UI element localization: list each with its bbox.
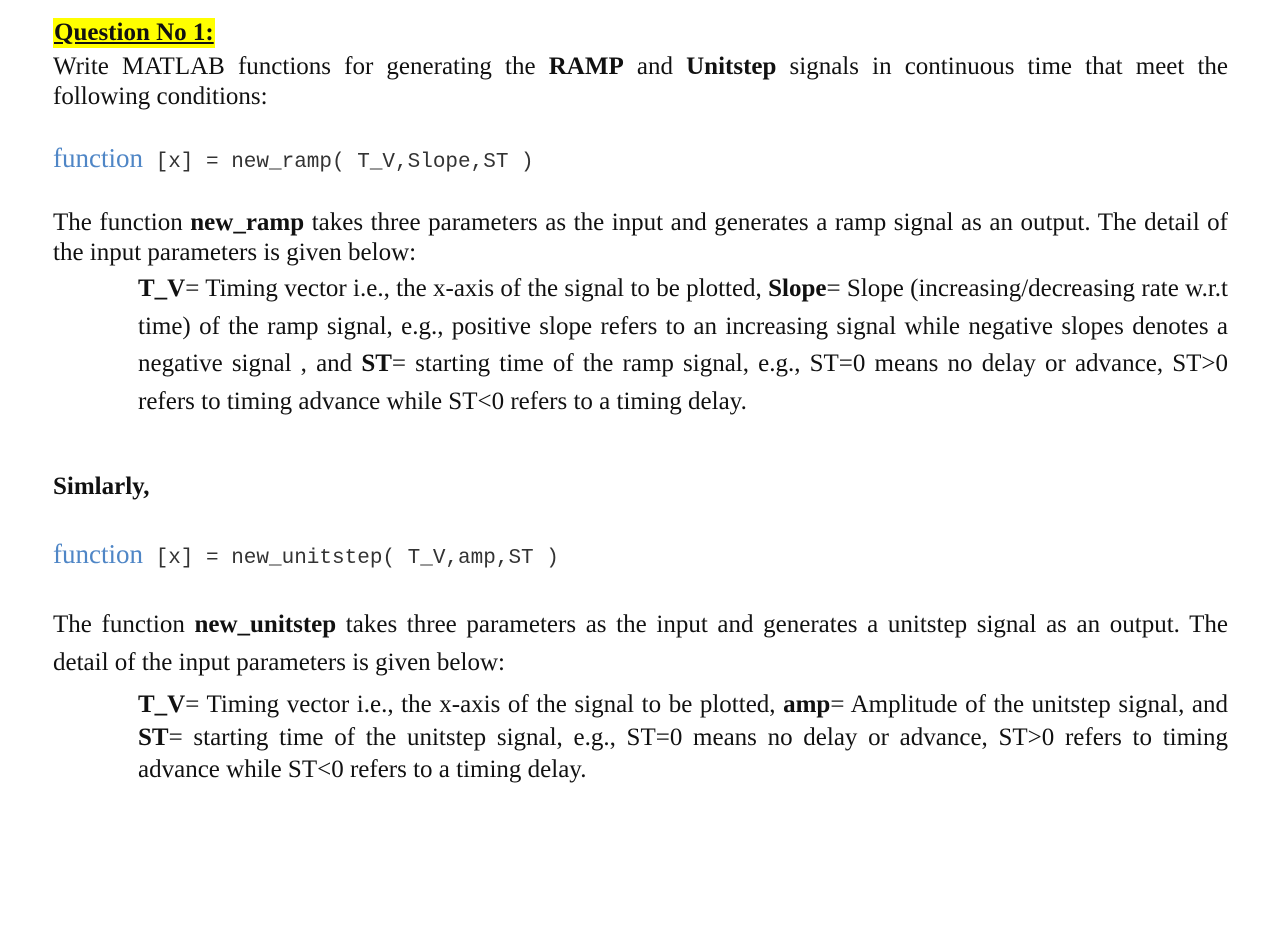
step-param-tv: T_V — [138, 691, 186, 718]
step-param-text-2: = Amplitude of the unitstep signal, and — [830, 691, 1228, 718]
ramp-function-signature — [53, 140, 1228, 176]
intro-paragraph — [53, 52, 1228, 112]
unitstep-function-code: [x] = new_unitstep( T_V,amp,ST ) — [142, 547, 559, 570]
intro-ramp-bold: RAMP — [548, 53, 624, 80]
ramp-param-slope: Slope — [768, 275, 827, 302]
intro-text-1: Write MATLAB functions for generating the — [53, 53, 549, 80]
intro-text-2: and — [623, 53, 687, 80]
ramp-param-text-1: = Timing vector i.e., the x-axis of the signal to be plotted, — [185, 275, 769, 302]
step-param-amp: amp — [783, 691, 831, 718]
ramp-description — [53, 208, 1228, 268]
step-desc-text-2: takes three parameters as the input and generates a unitstep signal as an output. The detail of the input parameters is given below: — [53, 611, 1228, 676]
intro-text-3: signals in continuous time that meet the following conditions: — [53, 53, 1229, 110]
ramp-desc-text-2: takes three parameters as the input and generates a ramp signal as an output. The detail of the input parameters is given below: — [53, 209, 1228, 266]
step-param-text-3: = starting time of the unitstep signal, e.g., ST=0 means no delay or advance, ST>0 refers to timing advance while ST<0 refers to a timing delay. — [138, 723, 1228, 783]
ramp-param-text-3: = starting time of the ramp signal, e.g., ST=0 means no delay or advance, ST>0 refers to timing advance while ST<0 refers to a timing delay. — [138, 350, 1228, 415]
unitstep-parameters — [138, 689, 1228, 787]
step-param-text-1: = Timing vector i.e., the x-axis of the signal to be plotted, — [185, 691, 784, 718]
step-desc-text-1: The function — [53, 611, 195, 638]
ramp-function-code: [x] = new_ramp( T_V,Slope,ST ) — [142, 151, 534, 174]
question-heading: Question No 1: — [54, 19, 214, 46]
unitstep-description — [53, 606, 1228, 682]
ramp-desc-fn-name: new_ramp — [190, 209, 305, 236]
ramp-param-st: ST — [361, 350, 392, 377]
ramp-param-tv: T_V — [138, 275, 186, 302]
unitstep-function-keyword: function — [53, 539, 143, 569]
document-page — [53, 18, 1228, 812]
step-desc-fn-name: new_unitstep — [194, 611, 337, 638]
step-param-st: ST — [138, 723, 169, 751]
unitstep-function-signature — [53, 536, 1228, 572]
similarly-label: Simlarly, — [53, 473, 150, 500]
question-heading-row — [53, 18, 1228, 48]
intro-unitstep-bold: Unitstep — [686, 53, 777, 80]
ramp-parameters — [138, 270, 1228, 420]
ramp-param-text-2: = Slope (increasing/decreasing rate w.r.t time) of the ramp signal, e.g., positive slope refers to an increasing signal while negative slopes denotes a negative signal , and — [138, 275, 1228, 377]
ramp-function-keyword: function — [53, 143, 143, 173]
ramp-desc-text-1: The function — [53, 209, 191, 236]
